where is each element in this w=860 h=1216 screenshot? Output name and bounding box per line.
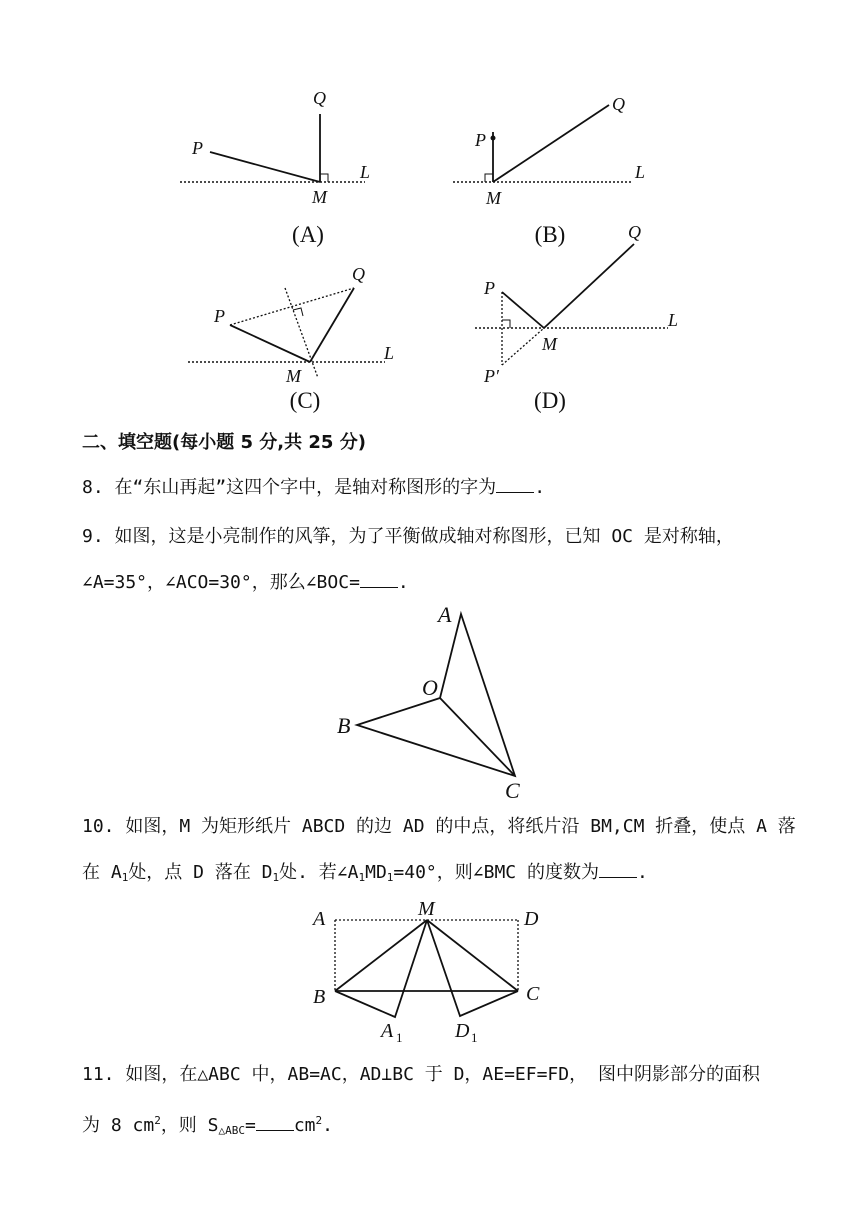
answer-blank: [256, 1114, 294, 1131]
q9-line1: 9. 如图，这是小亮制作的风筝，为了平衡做成轴对称图形，已知 OC 是对称轴，: [82, 526, 734, 547]
figure-b: [445, 80, 665, 210]
label-p: P: [192, 138, 203, 158]
label-o: O: [422, 675, 438, 700]
label-c: C: [526, 983, 540, 1005]
folded-triangle-a1: [335, 920, 427, 1017]
label-q: Q: [628, 222, 641, 242]
figure-rectangle-fold: [305, 895, 565, 1055]
caption-a: (A): [292, 222, 324, 247]
segment-pm: [502, 292, 544, 328]
label-l: L: [668, 310, 679, 330]
label-b: B: [313, 986, 326, 1008]
label-m: M: [312, 187, 327, 207]
question-9: 9. 如图，这是小亮制作的风筝，为了平衡做成轴对称图形，已知 OC 是对称轴， ∠A=35°，∠ACO=30°，那么∠BOC= .: [82, 522, 734, 598]
segment-bm: [335, 920, 427, 991]
folded-triangle-d1: [427, 920, 518, 1016]
label-b: B: [337, 713, 351, 738]
segment-mq: [493, 105, 609, 182]
label-p: P: [214, 306, 225, 326]
q9-line2: ∠A=35°，∠ACO=30°，那么∠BOC=: [82, 572, 360, 593]
right-angle-mark: [485, 174, 493, 182]
label-a: A: [438, 602, 452, 627]
figure-d: [470, 220, 700, 390]
caption-c: (C): [289, 388, 321, 413]
label-l: L: [360, 162, 371, 182]
label-p: P: [484, 278, 495, 298]
segment-cm: [427, 920, 518, 991]
segment-pm: [230, 325, 310, 362]
q10-line1: 10. 如图，M 为矩形纸片 ABCD 的边 AD 的中点，将纸片沿 BM,CM 折叠，使点 A 落: [82, 816, 796, 837]
question-10: 10. 如图，M 为矩形纸片 ABCD 的边 AD 的中点，将纸片沿 BM,CM 折叠，使点 A 落 在 $A_1$处，点 D 落在 $D_1$处. 若$\angle A_1MD_1=40^\circ$，则∠BMC 的度数为 .: [82, 812, 796, 893]
figure-c: [180, 258, 410, 388]
right-angle-mark: [320, 174, 328, 182]
label-q: Q: [352, 264, 365, 284]
answer-blank: [496, 476, 534, 493]
label-m: M: [486, 188, 501, 208]
question-11: 11. 如图，在△ABC 中，AB=AC，AD⊥BC 于 D，AE=EF=FD， 图中阴影部分的面积 为 8 $cm^2$，则 $S_{\triangle ABC}= cm^2$.: [82, 1060, 760, 1146]
figure-kite: [330, 600, 550, 805]
segment-mq: [544, 244, 634, 328]
q11-line1: 11. 如图，在△ABC 中，AB=AC，AD⊥BC 于 D，AE=EF=FD， 图中阴影部分的面积: [82, 1064, 760, 1085]
label-q: Q: [612, 94, 625, 114]
section-title: 二、填空题(每小题 5 分,共 25 分): [82, 432, 366, 453]
question-8: 8. 在“东山再起”这四个字中，是轴对称图形的字为 .: [82, 477, 546, 498]
label-q: Q: [313, 88, 326, 108]
label-c: C: [505, 778, 520, 803]
label-a1-sub: 1: [396, 1030, 403, 1045]
right-angle-mark: [502, 320, 510, 328]
q8-text: 8. 在“东山再起”这四个字中，是轴对称图形的字为: [82, 477, 497, 498]
perpendicular-bisector: [285, 288, 318, 378]
segment-p-prime-m: [502, 328, 544, 365]
point-p: [491, 136, 496, 141]
label-m: M: [286, 366, 301, 386]
answer-blank: [360, 571, 398, 588]
label-m: M: [542, 334, 557, 354]
label-p: P: [475, 130, 486, 150]
label-d1-sub: 1: [471, 1030, 478, 1045]
label-a1: A: [381, 1020, 394, 1042]
caption-d: (D): [534, 388, 566, 413]
answer-blank: [599, 861, 637, 878]
caption-b: (B): [534, 222, 566, 247]
label-l: L: [384, 343, 395, 363]
label-m: M: [418, 898, 435, 920]
figure-a: [170, 80, 390, 210]
segment-pm: [210, 152, 320, 182]
label-a: A: [313, 908, 326, 930]
label-l: L: [635, 162, 646, 182]
segment-qm: [310, 288, 354, 362]
label-d: D: [524, 908, 539, 930]
label-p-prime: P′: [484, 366, 499, 386]
label-d1: D: [455, 1020, 470, 1042]
